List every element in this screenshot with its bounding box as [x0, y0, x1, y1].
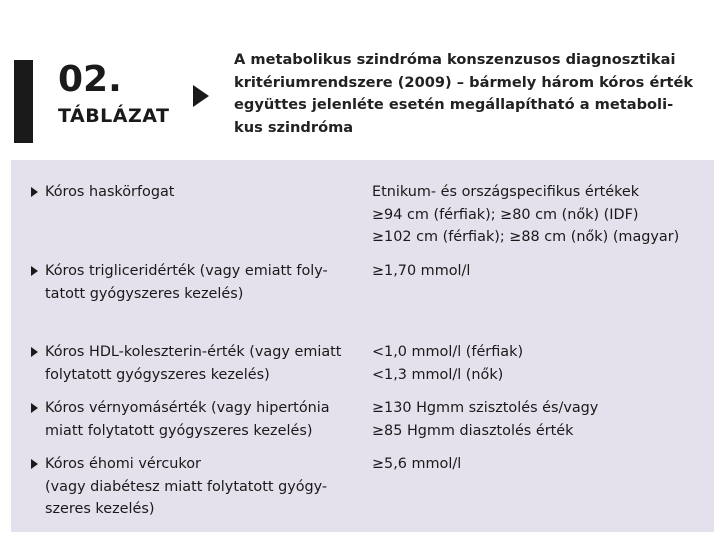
criterion-cell — [28, 181, 370, 204]
table-header — [0, 0, 726, 160]
criterion-cell — [28, 453, 370, 521]
criterion-cell — [28, 397, 370, 442]
bullet-arrow-icon — [31, 459, 38, 469]
value-text: ≥85 Hgmm diasztolés érték — [372, 422, 574, 439]
bullet-arrow-icon — [31, 266, 38, 276]
value-text: ≥102 cm (férfiak); ≥88 cm (nők) (magyar) — [372, 229, 680, 245]
caption-line: kus szindróma — [234, 118, 354, 136]
criteria-table — [11, 160, 714, 532]
criterion-text: (vagy diabétesz miatt folytatott gyógy- — [45, 478, 328, 495]
criterion-cell — [28, 341, 370, 386]
criterion-text: Kóros éhomi vércukor — [45, 456, 201, 472]
table-label: TÁBLÁZAT — [58, 105, 170, 127]
table-caption — [234, 49, 708, 139]
criterion-text: szeres kezelés) — [45, 501, 155, 517]
caption-line: kritériumrendszere (2009) – bármely három kóros érték — [234, 73, 694, 91]
criterion-text: Kóros haskörfogat — [45, 184, 175, 200]
value-text: Etnikum- és országspecifikus értékek — [372, 184, 640, 200]
table-number: 02. — [58, 59, 122, 100]
value-cell — [372, 181, 707, 249]
bullet-arrow-icon — [31, 347, 38, 357]
criterion-text: miatt folytatott gyógyszeres kezelés) — [45, 422, 313, 439]
bullet-arrow-icon — [31, 187, 38, 197]
value-cell — [372, 341, 707, 386]
caption-line: együttes jelenléte esetén megállapítható a metaboli- — [234, 96, 674, 113]
caption-line: A metabolikus szindróma konszenzusos diagnosztikai — [234, 51, 676, 68]
value-text: <1,0 mmol/l (férfiak) — [372, 344, 524, 360]
arrow-right-icon — [193, 85, 209, 107]
value-text: ≥1,70 mmol/l — [372, 263, 471, 279]
value-text: ≥130 Hgmm szisztolés és/vagy — [372, 400, 599, 416]
criterion-text: Kóros HDL-koleszterin-érték (vagy emiatt — [45, 344, 342, 360]
criterion-cell — [28, 260, 370, 305]
criterion-text: tatott gyógyszeres kezelés) — [45, 285, 244, 302]
value-text: ≥5,6 mmol/l — [372, 456, 462, 472]
value-cell — [372, 260, 707, 283]
criterion-text: folytatott gyógyszeres kezelés) — [45, 366, 270, 383]
value-cell — [372, 397, 707, 442]
value-text: <1,3 mmol/l (nők) — [372, 366, 504, 383]
value-text: ≥94 cm (férfiak); ≥80 cm (nők) (IDF) — [372, 206, 639, 223]
criterion-text: Kóros trigliceridérték (vagy emiatt foly- — [45, 263, 328, 279]
value-cell — [372, 453, 707, 476]
bullet-arrow-icon — [31, 403, 38, 413]
accent-bar — [14, 60, 33, 143]
criterion-text: Kóros vérnyomásérték (vagy hipertónia — [45, 400, 330, 416]
